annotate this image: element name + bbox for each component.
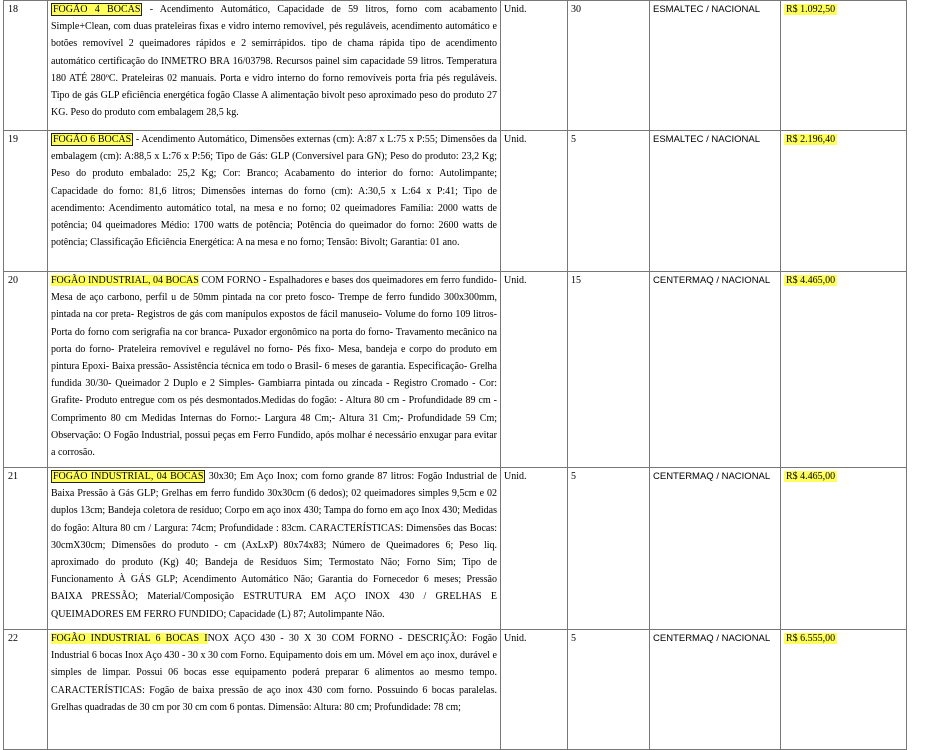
item-name-highlight: FOGÃO INDUSTRIAL 6 BOCAS I (51, 633, 208, 644)
item-brand: CENTERMAQ / NACIONAL (650, 272, 781, 468)
item-description (48, 1, 501, 131)
item-quantity: 30 (568, 1, 650, 131)
price-table (3, 0, 907, 750)
item-name-highlight: FOGÃO INDUSTRIAL, 04 BOCAS (53, 471, 204, 482)
item-description-text: - Acendimento Automático, Dimensões externas (cm): A:87 x L:75 x P:55; Dimensões da embalagem (cm): A:88,5 x L:76 x P:56; Tipo de Gás: GLP (Conversível para GN); Peso do produto: 23,2 Kg; Peso do produto embalado: 25,2 Kg; Cor: Branco; Acabamento do interior do forno: Autolimpante; Capacidade do forno: 81,6 litros; Dimensões internas do forno (cm): A:30,5 x L:64 x P:41; Tipo de acendimento: Acendimento automático total, na mesa e no forno; 02 queimadores Família: 2000 watts de potência; 04 queimadores Médio: 1700 watts de potência; Potência do queimador do forno: 2600 watts de potência; Classificação Eficiência Energética: A na mesa e no forno; Tensão: Bivolt; Garantia: 01 ano. (51, 134, 497, 249)
item-unit: Unid. (501, 1, 568, 131)
table-row (4, 630, 907, 750)
item-number: 21 (4, 468, 48, 630)
item-description-text: 30x30; Em Aço Inox; com forno grande 87 litros: Fogão Industrial de Baixa Pressão à Gás GLP; Grelhas em ferro fundido 30x30cm (6 dedos); 02 queimadores simples 9,5cm e 02 duplos 13cm; Bandeja coletora de resíduo; Corpo em aço inox 430; Tampa do forno em aço Inox 430; Medidas do fogão: Altura 80 cm / Largura: 74cm; Profundidade : 83cm. CARACTERÍSTICAS: Dimensões das Bocas: 30cmX30cm; Dimensões do produto - cm (AxLxP) 80x74x83; Número de Queimadores 6; Peso liq. aproximado do produto (Kg) 40; Bandeja de Resíduos Sim; Termostato Não; Forno Sim; Tipo de Funcionamento À GÁS GLP; Acendimento Automático Não; Garantia do Fornecedor 6 meses; Pressão BAIXA PRESSÃO; Material/Composição ESTRUTURA EM AÇO INOX 430 / GRELHAS E QUEIMADORES EM FERRO FUNDIDO; Capacidade (L) 87; Autolimpante Não. (51, 471, 497, 620)
item-number: 18 (4, 1, 48, 131)
item-price-cell (781, 131, 907, 272)
item-number: 22 (4, 630, 48, 750)
item-name-highlight: FOGÃO 4 BOCAS (53, 4, 141, 15)
item-price: R$ 6.555,00 (786, 633, 836, 644)
item-unit: Unid. (501, 468, 568, 630)
item-quantity: 5 (568, 131, 650, 272)
item-price-cell (781, 1, 907, 131)
item-description (48, 468, 501, 630)
item-description (48, 131, 501, 272)
item-name-highlight: FOGÃO 6 BOCAS (53, 134, 132, 145)
item-quantity: 5 (568, 468, 650, 630)
item-description-text: COM FORNO - Espalhadores e bases dos queimadores em ferro fundido- Mesa de aço carbono, perfil u de 50mm pintada na cor preto fosco- Trempe de ferro fundido 300x300mm, pintada na cor preta- Registros de gás com manípulos expostos de fácil manuseio- Volume do forno 109 litros- Porta do forno com serigrafia na cor branca- Puxador ergonômico na porta do forno- Travamento mecânico na porta do forno- Prateleira removível e regulável no forno- Pés fixo- Mesa, bandeja e corpo do produto em pintura Epoxi- Baixa pressão- Assistência técnica em todo o Brasil- 6 meses de garantia. Especificação- Grelha fundida 30/30- Queimador 2 Duplo e 2 Simples- Gambiarra pintada ou zincada - Registro Cromado - Cor: Grafite- Produto entregue com os pés desmontados.Medidas do fogão: - Altura 80 cm - Profundidade 89 cm - Comprimento 80 cm Medidas Internas do Forno:- Largura 48 Cm;- Altura 31 Cm;- Profundidade 59 Cm; Observação: O Fogão Industrial, possui peças em Ferro Fundido, após molhar é necessário enxugar para evitar a corrosão. (51, 275, 497, 459)
item-price: R$ 1.092,50 (786, 4, 836, 15)
item-price: R$ 4.465,00 (786, 471, 836, 482)
item-description (48, 630, 501, 750)
item-number: 20 (4, 272, 48, 468)
item-description (48, 272, 501, 468)
item-brand: ESMALTEC / NACIONAL (650, 131, 781, 272)
item-price-cell (781, 468, 907, 630)
item-brand: ESMALTEC / NACIONAL (650, 1, 781, 131)
item-quantity: 5 (568, 630, 650, 750)
item-name-highlight: FOGÃO INDUSTRIAL, 04 BOCAS (51, 275, 199, 286)
item-price-cell (781, 272, 907, 468)
table-row (4, 131, 907, 272)
table-row (4, 272, 907, 468)
item-unit: Unid. (501, 630, 568, 750)
table-row (4, 468, 907, 630)
item-quantity: 15 (568, 272, 650, 468)
item-unit: Unid. (501, 131, 568, 272)
item-brand: CENTERMAQ / NACIONAL (650, 468, 781, 630)
item-price: R$ 4.465,00 (786, 275, 836, 286)
item-brand: CENTERMAQ / NACIONAL (650, 630, 781, 750)
item-unit: Unid. (501, 272, 568, 468)
item-price: R$ 2.196,40 (786, 134, 836, 145)
item-price-cell (781, 630, 907, 750)
item-number: 19 (4, 131, 48, 272)
item-description-text: - Acendimento Automático, Capacidade de 59 litros, forno com acabamento Simple+Clean, com duas prateleiras fixas e vidro interno removível, pés reguláveis, acendimento automático e botões removível 2 queimadores rápidos e 2 semirrápidos. tipo de chama rápida tipo de acendimento automático certificação do INMETRO BRA 16/03798. Recursos painel sim capacidade 59 litros. Temperatura 180 ATÉ 280ºC. Prateleiras 02 manuais. Porta e vidro interno do forno removíveis porta fria pés reguláveis. Tipo de gás GLP eficiência energética fogão Classe A alimentação bivolt peso aproximado peso do produto 27 KG. Peso do produto com embalagem 28,5 kg. (51, 4, 497, 119)
item-description-text: NOX AÇO 430 - 30 X 30 COM FORNO - DESCRIÇÃO: Fogão Industrial 6 bocas Inox Aço 430 - 30 x 30 com Forno. Equipamento dois em um. Móvel em aço inox, durável e simples de limpar. Possui 06 bocas esse equipamento poderá preparar 6 alimentos ao mesmo tempo. CARACTERÍSTICAS: Fogão de baixa pressão de aço inox 430 com forno. Possuindo 6 bocas paralelas. Grelhas quadradas de 30 cm por 30 cm com 6 pontas. Dimensão: Altura: 80 cm; Profundidade: 78 cm; (51, 633, 498, 713)
table-row (4, 1, 907, 131)
